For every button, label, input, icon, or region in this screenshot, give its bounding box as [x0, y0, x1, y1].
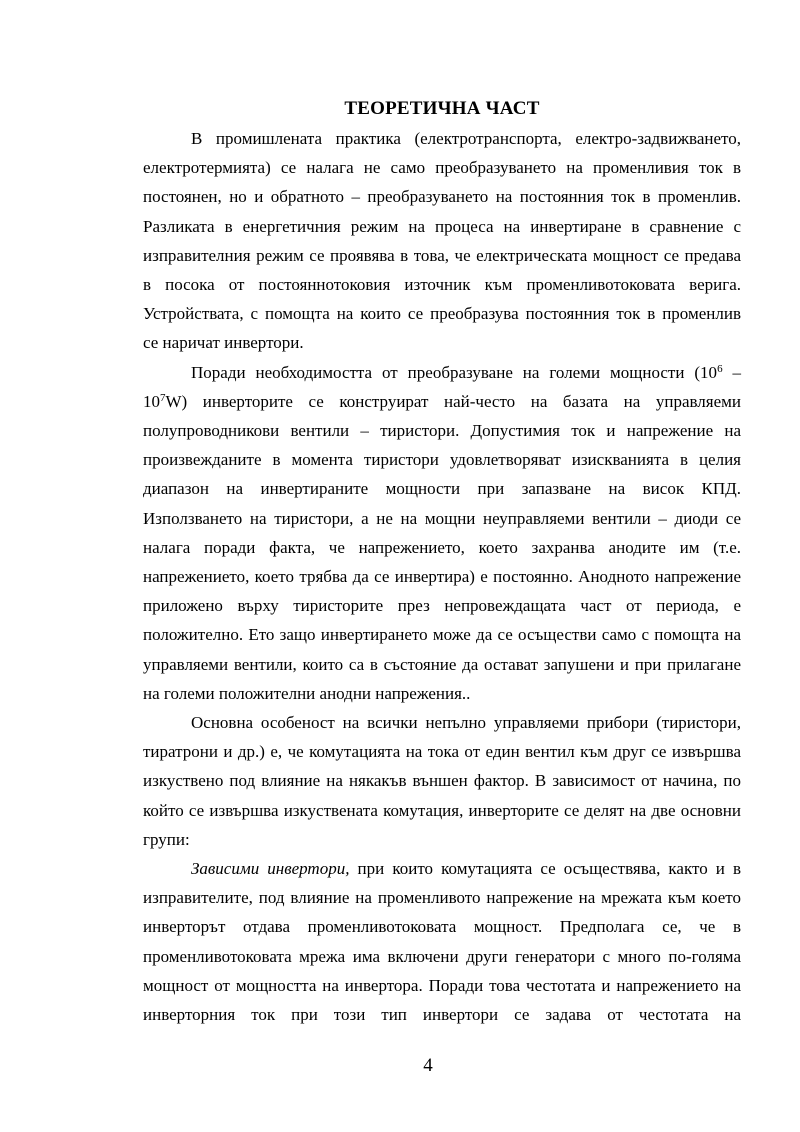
- paragraph-1: [143, 124, 741, 358]
- body-text: [143, 124, 741, 1029]
- text-line: на големи положителни анодни напрежения..: [143, 683, 471, 703]
- text-line: В промишлената практика (електротранспорта, електро-задвижването,: [191, 129, 741, 148]
- text-line: [143, 358, 741, 387]
- text-fragment: при които комутацията се осъществява, както и в: [349, 859, 742, 879]
- text-line: налага поради факта, че напрежението, което захранва анодите им (т.е.: [143, 537, 741, 557]
- page-title: ТЕОРЕТИЧНА ЧАСТ: [344, 98, 540, 119]
- text-line: в посока от постояннотоковия източник към променливотоковата верига.: [143, 275, 741, 295]
- text-line: се наричат инвертори.: [143, 333, 304, 353]
- text-line: тиратрони и др.) е, че комутацията на тока от един вентил към друг се извършва: [143, 742, 741, 762]
- superscript: 7: [160, 391, 166, 404]
- text-line: приложено върху тиристорите през непровеждащата част от периода, е: [143, 596, 741, 616]
- text-line: променливотоковата мрежа има включени други генератори с много по-голяма: [143, 946, 741, 966]
- text-line: групи:: [143, 829, 190, 849]
- text-line: постоянен, но и обратното – преобразуването на постоянния ток в променлив.: [143, 187, 741, 207]
- text-line: инверторът отдава променливотоковата мощност. Предполага се, че в: [143, 917, 741, 937]
- text-line: Основна особеност на всички непълно управляеми прибори (тиристори,: [191, 713, 741, 733]
- text-fragment: Поради необходимостта от преобразуване на големи мощности (10: [191, 362, 718, 382]
- text-line: изправителния режим се проявява в това, че електрическата мощност се предава: [143, 245, 741, 265]
- italic-term: Зависими инвертори,: [191, 859, 350, 879]
- paragraph-2: [143, 358, 741, 708]
- text-line: който се извършва изкуствената комутация, инверторите се делят на две основни: [143, 800, 741, 820]
- text-line: изправителите, под влияние на променливото напрежение на мрежата към което: [143, 888, 741, 908]
- text-line: [143, 387, 741, 416]
- text-line: положително. Ето защо инвертирането може да се осъществи само с помощта на: [143, 625, 741, 645]
- text-line: мощност от мощността на инвертора. Поради това честотата и напрежението на: [143, 975, 741, 995]
- paragraph-4: [143, 854, 741, 1029]
- text-line: Разликата в енергетичния режим на процеса на инвертиране в сравнение с: [143, 216, 741, 236]
- text-fragment: –: [722, 362, 741, 382]
- text-line: инверторния ток при този тип инвертори се задава от честотата на: [143, 1005, 741, 1025]
- text-line: Използването на тиристори, а не на мощни неуправляеми вентили – диоди се: [143, 508, 741, 528]
- text-fragment: 10: [143, 391, 160, 411]
- page-number: 4: [423, 1055, 433, 1076]
- text-line: управляеми вентили, които са в състояние да остават запушени и при прилагане: [143, 654, 741, 674]
- text-line: изкуствено под влияние на някакъв външен фактор. В зависимост от начина, по: [143, 771, 741, 791]
- text-fragment: W) инверторите се конструират най-често на базата на управляеми: [165, 391, 741, 411]
- text-line: произвежданите в момента тиристори удовлетворяват изискванията в целия: [143, 450, 741, 470]
- text-line: полупроводникови вентили – тиристори. Допустимия ток и напрежение на: [143, 421, 741, 441]
- superscript: 6: [717, 362, 723, 375]
- text-line: електротермията) се налага не само преобразуването на променливия ток в: [143, 158, 741, 178]
- text-line: напрежението, което трябва да се инвертира) е постоянно. Анодното напрежение: [143, 567, 741, 587]
- text-line: [143, 854, 741, 883]
- paragraph-3: [143, 708, 741, 854]
- text-line: Устройствата, с помощта на които се преобразува постоянния ток в променлив: [143, 304, 741, 324]
- text-line: диапазон на инвертираните мощности при запазване на висок КПД.: [143, 479, 741, 499]
